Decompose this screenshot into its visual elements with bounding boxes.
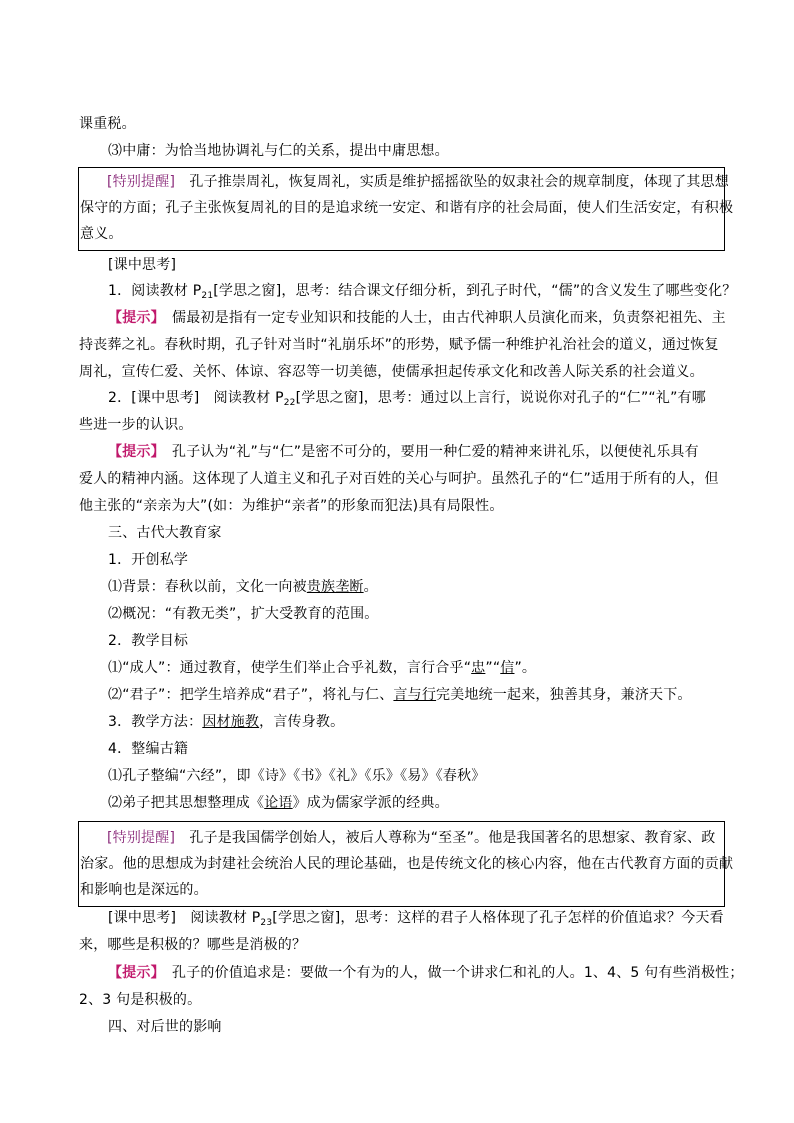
text: ”“	[485, 660, 501, 676]
question-line: 来，哪些是积极的？哪些是消极的？	[79, 937, 307, 953]
text: ⑴背景：春秋以前，文化一向被	[108, 579, 307, 595]
text: 完美地统一起来，独善其身，兼济天下。	[436, 687, 692, 703]
text-line	[108, 656, 729, 680]
answer-line: 他主张的“亲亲为大”(如：为维护“亲者”的形象而犯法)具有局限性。	[79, 498, 504, 514]
underlined-term: 信	[500, 660, 515, 676]
note-text: 孔子推崇周礼，恢复周礼，实质是维护摇摇欲坠的奴隶社会的规章制度，体现了其思想	[189, 174, 729, 190]
subheading: 1．开创私学	[108, 552, 189, 568]
underlined-term: 贵族垄断	[306, 579, 364, 595]
tip-label: 【提示】	[108, 444, 158, 460]
special-note-box	[78, 167, 734, 251]
text-line: ⑵概况：“有教无类”，扩大受教育的范围。	[108, 606, 379, 622]
answer-line	[108, 961, 744, 985]
q-text: [课中思考] 阅读教材 P	[108, 910, 261, 926]
special-note-box	[78, 821, 734, 907]
section-heading: 四、对后世的影响	[108, 1019, 222, 1035]
answer-line: 持丧葬之礼。春秋时期，孔子针对当时“礼崩乐坏”的形势，赋予儒一种维护礼治社会的道义，通过恢复	[79, 337, 719, 353]
text-line: ⑴孔子整编“六经”，即《诗》《书》《礼》《乐》《易》《春秋》	[108, 768, 486, 784]
text: 。	[363, 579, 378, 595]
q-text: 1．阅读教材 P	[108, 283, 202, 299]
subheading: 4．整编古籍	[108, 741, 189, 757]
answer-line	[108, 306, 729, 330]
subheading: 2．教学目标	[108, 633, 189, 649]
q-text: [学思之窗]，思考：通过以上言行，说说你对孔子的“仁”“礼”有哪	[295, 390, 706, 406]
question-line: 些进一步的认识。	[79, 417, 193, 433]
underlined-term: 言与行	[393, 687, 437, 703]
q-text: 2．[课中思考] 阅读教材 P	[108, 390, 284, 406]
text-line	[108, 710, 729, 734]
answer-line: 周礼，宣传仁爱、关怀、体谅、容忍等一切美德，使儒承担起传承文化和改善人际关系的社会道义。	[79, 364, 704, 380]
note-line	[107, 170, 729, 194]
q-text: [学思之窗]，思考：这样的君子人格体现了孔子怎样的价值追求？今天看	[272, 910, 724, 926]
section-label: [课中思考]	[108, 257, 177, 273]
question-line	[108, 906, 729, 935]
special-note-tag: [特别提醒]	[107, 174, 176, 190]
underlined-term: 论语	[264, 795, 293, 811]
tip-label: 【提示】	[108, 310, 158, 326]
answer-line	[108, 440, 729, 464]
note-text: 孔子是我国儒学创始人，被后人尊称为“至圣”。他是我国著名的思想家、教育家、政	[189, 830, 716, 846]
text: 3．教学方法：	[108, 714, 203, 730]
question-line	[108, 386, 729, 415]
answer-line: 2、3 句是积极的。	[79, 992, 202, 1008]
note-line: 和影响也是深远的。	[80, 882, 208, 898]
note-line: 治家。他的思想成为封建社会统治人民的理论基础，也是传统文化的核心内容，他在古代教育方面的贡献	[80, 856, 734, 872]
a-text: 儒最初是指有一定专业知识和技能的人士，由古代神职人员演化而来，负责祭祀祖先、主	[172, 310, 726, 326]
text-line	[108, 575, 729, 599]
page-subscript: 22	[283, 398, 296, 408]
a-text: 孔子的价值追求是：要做一个有为的人，做一个讲求仁和礼的人。1、4、5 句有些消极性；	[172, 965, 744, 981]
q-text: [学思之窗]，思考：结合课文仔细分析，到孔子时代，“儒”的含义发生了哪些变化？	[213, 283, 737, 299]
section-heading: 三、古代大教育家	[108, 525, 222, 541]
note-line: 意义。	[80, 226, 123, 242]
underlined-term: 因材施教	[202, 714, 260, 730]
text-line: 课重税。	[79, 116, 136, 132]
text: ⑴“成人”：通过教育，使学生们举止合乎礼数，言行合乎“	[108, 660, 472, 676]
text-line	[108, 791, 729, 815]
answer-line: 爱人的精神内涵。这体现了人道主义和孔子对百姓的关心与呵护。虽然孔子的“仁”适用于所有的人，但	[79, 471, 719, 487]
question-line	[108, 279, 737, 308]
text: ”。	[514, 660, 537, 676]
text-line: ⑶中庸：为恰当地协调礼与仁的关系，提出中庸思想。	[108, 143, 449, 159]
text: ，言传身教。	[259, 714, 345, 730]
text-line	[108, 683, 729, 707]
page-subscript: 23	[260, 918, 273, 928]
note-line: 保守的方面；孔子主张恢复周礼的目的是追求统一安定、和谐有序的社会局面，使人们生活安定，有积极	[80, 200, 734, 216]
text: ⑵弟子把其思想整理成《	[108, 795, 265, 811]
page-subscript: 21	[201, 291, 214, 301]
note-line	[107, 826, 715, 850]
a-text: 孔子认为“礼”与“仁”是密不可分的，要用一种仁爱的精神来讲礼乐，以便使礼乐具有	[172, 444, 699, 460]
underlined-term: 忠	[471, 660, 486, 676]
special-note-tag: [特别提醒]	[107, 830, 176, 846]
text: 》成为儒家学派的经典。	[292, 795, 449, 811]
text: ⑵“君子”：把学生培养成“君子”，将礼与仁、	[108, 687, 394, 703]
tip-label: 【提示】	[108, 965, 158, 981]
